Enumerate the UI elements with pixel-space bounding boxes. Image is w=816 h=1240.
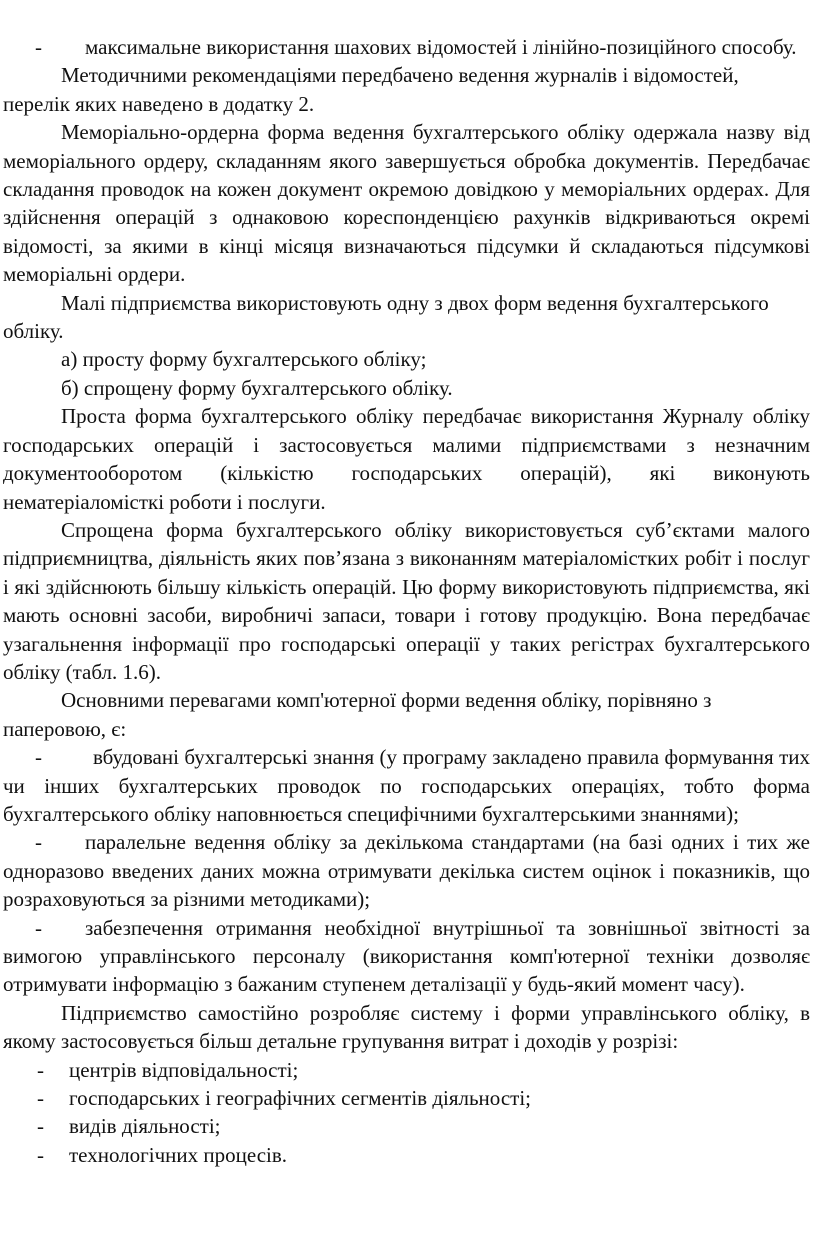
paragraph-bullet-max-use <box>3 33 810 61</box>
list-item-a: а) просту форму бухгалтерського обліку; <box>61 347 427 372</box>
bullet-dash: - <box>35 745 42 770</box>
list-item <box>3 1056 810 1084</box>
bullet-built-in-knowledge <box>3 743 810 828</box>
paragraph-text: максимальне використання шахових відомостей і лінійно-позиційного способу. <box>85 35 797 59</box>
paragraph-simple-form: Проста форма бухгалтерського обліку передбачає використання Журналу обліку господарських операцій і застосовується малими підприємствами з незначним документооборотом (кількістю господарських операцій), які виконують нематеріаломісткі роботи і послуги. <box>3 404 810 514</box>
bullet-dash: - <box>37 1114 44 1139</box>
bullet-text: забезпечення отримання необхідної внутрішньої та зовнішньої звітності за вимогою управлінського персоналу (використання комп'ютерної техніки дозволяє отримувати інформацію з бажаним ступенем деталізації у будь-який момент часу). <box>3 915 810 997</box>
paragraph-management-accounting: Підприємство самостійно розробляє систему і форми управлінського обліку, в якому застосовується більш детальне групування витрат і доходів у розрізі: <box>3 1000 810 1054</box>
list-item-text: видів діяльності; <box>69 1114 221 1139</box>
bullet-dash: - <box>37 1057 44 1082</box>
bullet-parallel-accounting <box>3 828 810 913</box>
paragraph-memorial-order: Меморіально-ордерна форма ведення бухгалтерського обліку одержала назву від меморіального ордеру, складанням якого завершується обробка документів. Передбачає складання проводок на кожен документ окремою довідкою у меморіальних ордерах. Для здійснення операцій з однаковою кореспонденцією рахунків відкриваються окремі відомості, за якими в кінці місяця визначаються підсумки й складаються підсумкові меморіальні ордери. <box>3 120 810 287</box>
paragraph-simplified-form: Спрощена форма бухгалтерського обліку використовується суб’єктами малого підприємництва, діяльність яких пов’язана з виконанням матеріаломістких робіт і послуг і які здійснюють більшу кількість операцій. Цю форму використовують підприємства, які мають основні засоби, виробничі запаси, товари і готову продукцію. Вона передбачає узагальнення інформації про господарські операції у таких регістрах бухгалтерського обліку (табл. 1.6). <box>3 517 810 684</box>
list-item <box>3 1084 810 1112</box>
bullet-dash: - <box>35 35 42 59</box>
list-item-text: технологічних процесів. <box>69 1142 288 1167</box>
bullet-dash: - <box>37 1086 44 1111</box>
bullet-dash: - <box>35 915 42 940</box>
list-item-b: б) спрощену форму бухгалтерського обліку. <box>61 375 453 400</box>
list-item-text: центрів відповідальності; <box>69 1057 299 1082</box>
list-item <box>3 1112 810 1140</box>
list-item-text: господарських і географічних сегментів діяльності; <box>69 1086 531 1111</box>
grouping-list <box>3 1056 810 1170</box>
bullet-text: паралельне ведення обліку за декількома стандартами (на базі одних і тих же одноразово введених даних можна отримувати декілька систем оцінок і показників, що розраховуються за різними методиками); <box>3 830 810 912</box>
bullet-reporting <box>3 914 810 999</box>
bullet-text: вбудовані бухгалтерські знання (у програму закладено правила формування тих чи інших бухгалтерських проводок по господарських операціях, тобто форма бухгалтерського обліку наповнюється специфічними бухгалтерськими знаннями); <box>3 745 810 826</box>
list-item <box>3 1141 810 1169</box>
paragraph-small-enterprises: Малі підприємства використовують одну з двох форм ведення бухгалтерського обліку. <box>3 290 769 344</box>
paragraph-computer-advantages: Основними перевагами комп'ютерної форми ведення обліку, порівняно з паперовою, є: <box>3 688 712 741</box>
paragraph-method-recommendations: Методичними рекомендаціями передбачено ведення журналів і відомостей, перелік яких наведено в додатку 2. <box>3 63 739 116</box>
bullet-dash: - <box>37 1142 44 1167</box>
bullet-dash: - <box>35 830 42 855</box>
